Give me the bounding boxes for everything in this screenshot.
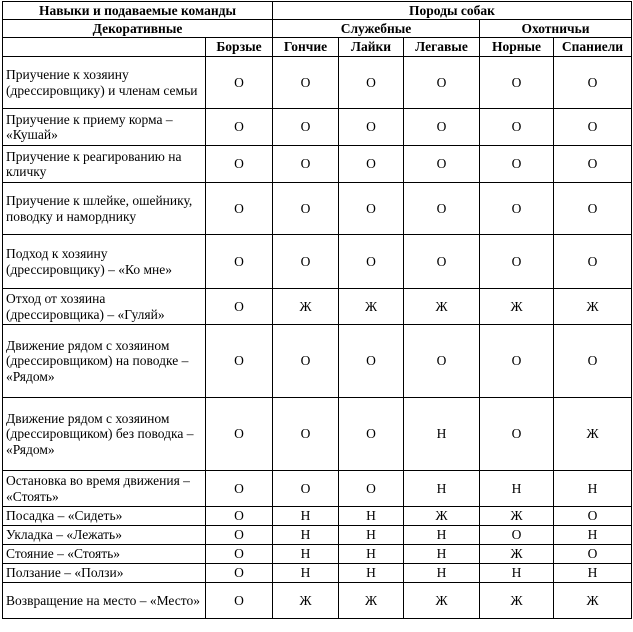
header-row-breeds <box>3 38 632 57</box>
mark-cell: О <box>206 57 273 109</box>
mark-cell: О <box>339 325 404 398</box>
mark-cell: О <box>554 109 632 146</box>
mark-cell: Н <box>404 471 480 507</box>
mark-cell: О <box>480 398 554 471</box>
mark-cell: Н <box>339 507 404 526</box>
group-hunting: Охотничьи <box>480 20 632 38</box>
mark-cell: О <box>339 235 404 289</box>
breed-header-borzye: Борзые <box>206 38 273 57</box>
mark-cell: О <box>404 109 480 146</box>
table-row <box>3 583 632 619</box>
mark-cell: Ж <box>273 289 339 325</box>
mark-cell: О <box>339 471 404 507</box>
table-row <box>3 545 632 564</box>
skill-cell: Стояние – «Стоять» <box>3 545 206 564</box>
mark-cell: Н <box>404 545 480 564</box>
mark-cell: О <box>404 183 480 235</box>
skills-title: Навыки и подаваемые команды <box>3 2 273 20</box>
mark-cell: О <box>339 398 404 471</box>
breed-header-spanieli: Спаниели <box>554 38 632 57</box>
mark-cell: Ж <box>404 583 480 619</box>
mark-cell: О <box>404 235 480 289</box>
mark-cell: Н <box>404 526 480 545</box>
table-row <box>3 289 632 325</box>
mark-cell: О <box>206 564 273 583</box>
mark-cell: О <box>554 507 632 526</box>
skill-cell: Приучение к хозяину (дрессировщику) и членам семьи <box>3 57 206 109</box>
mark-cell: О <box>480 235 554 289</box>
skill-cell: Посадка – «Сидеть» <box>3 507 206 526</box>
mark-cell: О <box>339 183 404 235</box>
skill-cell: Возвращение на место – «Место» <box>3 583 206 619</box>
skill-cell: Приучение к шлейке, ошейнику, поводку и наморднику <box>3 183 206 235</box>
skills-column-header <box>3 38 206 57</box>
group-service: Служебные <box>273 20 480 38</box>
mark-cell: Н <box>554 471 632 507</box>
table-row <box>3 564 632 583</box>
mark-cell: Н <box>404 564 480 583</box>
mark-cell: Н <box>554 526 632 545</box>
mark-cell: О <box>206 545 273 564</box>
mark-cell: О <box>554 545 632 564</box>
mark-cell: О <box>206 289 273 325</box>
mark-cell: О <box>554 325 632 398</box>
mark-cell: Н <box>273 564 339 583</box>
skill-cell: Приучение к реагированию на кличку <box>3 146 206 183</box>
mark-cell: О <box>206 398 273 471</box>
mark-cell: Ж <box>480 289 554 325</box>
mark-cell: Н <box>480 564 554 583</box>
mark-cell: Н <box>273 507 339 526</box>
breed-header-legavye: Легавые <box>404 38 480 57</box>
mark-cell: Н <box>339 526 404 545</box>
table-row <box>3 526 632 545</box>
mark-cell: О <box>273 183 339 235</box>
table-row <box>3 471 632 507</box>
mark-cell: О <box>339 57 404 109</box>
mark-cell: О <box>339 109 404 146</box>
mark-cell: Ж <box>339 583 404 619</box>
mark-cell: О <box>554 235 632 289</box>
breed-header-layki: Лайки <box>339 38 404 57</box>
skill-cell: Остановка во время движения – «Стоять» <box>3 471 206 507</box>
mark-cell: О <box>480 325 554 398</box>
mark-cell: Н <box>404 398 480 471</box>
table-row <box>3 109 632 146</box>
mark-cell: Н <box>480 471 554 507</box>
mark-cell: О <box>206 325 273 398</box>
mark-cell: О <box>206 109 273 146</box>
mark-cell: Ж <box>480 583 554 619</box>
mark-cell: О <box>273 471 339 507</box>
mark-cell: О <box>404 325 480 398</box>
mark-cell: Н <box>273 526 339 545</box>
mark-cell: О <box>480 57 554 109</box>
mark-cell: Ж <box>273 583 339 619</box>
mark-cell: Ж <box>554 289 632 325</box>
mark-cell: Н <box>339 564 404 583</box>
group-decorative: Декоративные <box>3 20 273 38</box>
skill-cell: Приучение к приему корма – «Кушай» <box>3 109 206 146</box>
table-row <box>3 57 632 109</box>
skill-cell: Движение рядом с хозяином (дрессировщиком) без поводка – «Рядом» <box>3 398 206 471</box>
table-row <box>3 398 632 471</box>
mark-cell: О <box>273 109 339 146</box>
table-row <box>3 325 632 398</box>
table-header <box>3 2 632 57</box>
breed-header-gonchie: Гончие <box>273 38 339 57</box>
mark-cell: Ж <box>480 507 554 526</box>
mark-cell: О <box>554 57 632 109</box>
mark-cell: Ж <box>480 545 554 564</box>
breed-header-nornye: Норные <box>480 38 554 57</box>
table-row <box>3 146 632 183</box>
skill-cell: Укладка – «Лежать» <box>3 526 206 545</box>
mark-cell: О <box>206 583 273 619</box>
breeds-title: Породы собак <box>273 2 632 20</box>
skill-cell: Подход к хозяину (дрессировщику) – «Ко мне» <box>3 235 206 289</box>
mark-cell: Ж <box>339 289 404 325</box>
mark-cell: О <box>480 183 554 235</box>
mark-cell: О <box>273 146 339 183</box>
mark-cell: О <box>206 146 273 183</box>
mark-cell: Ж <box>554 398 632 471</box>
table-row <box>3 183 632 235</box>
header-row-groups <box>3 20 632 38</box>
mark-cell: О <box>480 526 554 545</box>
mark-cell: О <box>206 507 273 526</box>
mark-cell: Ж <box>404 289 480 325</box>
mark-cell: О <box>273 398 339 471</box>
mark-cell: Ж <box>554 583 632 619</box>
header-row-top <box>3 2 632 20</box>
skill-cell: Ползание – «Ползи» <box>3 564 206 583</box>
mark-cell: О <box>206 526 273 545</box>
mark-cell: О <box>480 146 554 183</box>
mark-cell: Н <box>273 545 339 564</box>
mark-cell: Ж <box>404 507 480 526</box>
mark-cell: О <box>404 146 480 183</box>
mark-cell: Н <box>554 564 632 583</box>
mark-cell: О <box>273 235 339 289</box>
mark-cell: О <box>480 109 554 146</box>
mark-cell: О <box>273 325 339 398</box>
mark-cell: Н <box>339 545 404 564</box>
mark-cell: О <box>554 146 632 183</box>
table-row <box>3 507 632 526</box>
mark-cell: О <box>404 57 480 109</box>
table-row <box>3 235 632 289</box>
dog-training-table <box>2 1 632 619</box>
mark-cell: О <box>339 146 404 183</box>
mark-cell: О <box>206 235 273 289</box>
mark-cell: О <box>554 183 632 235</box>
mark-cell: О <box>273 57 339 109</box>
table-body <box>3 57 632 619</box>
mark-cell: О <box>206 183 273 235</box>
mark-cell: О <box>206 471 273 507</box>
skill-cell: Движение рядом с хозяином (дрессировщиком) на поводке – «Рядом» <box>3 325 206 398</box>
skill-cell: Отход от хозяина (дрессировщика) – «Гуляй» <box>3 289 206 325</box>
